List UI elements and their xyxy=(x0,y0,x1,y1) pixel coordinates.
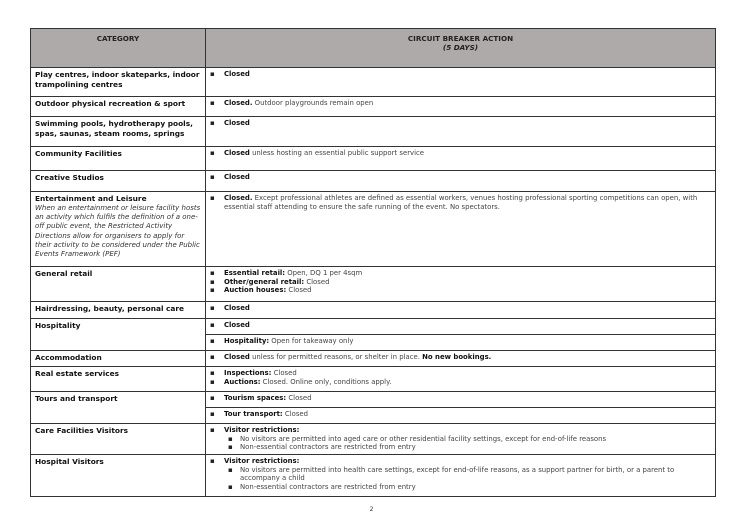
category-cell xyxy=(31,68,206,97)
action-status: Hospitality: xyxy=(224,337,270,345)
category-cell xyxy=(31,351,206,367)
action-cell xyxy=(206,117,716,147)
table-row xyxy=(31,302,716,319)
action-cell xyxy=(206,351,716,367)
action-detail: Closed xyxy=(271,369,297,377)
table-row xyxy=(31,147,716,171)
category-label: Accommodation xyxy=(35,353,102,362)
header-action-subtitle: (5 DAYS) xyxy=(442,43,479,52)
category-label: Entertainment and Leisure xyxy=(35,194,147,203)
action-bullet xyxy=(210,426,711,435)
action-cell xyxy=(206,68,716,97)
category-cell xyxy=(31,171,206,192)
table-row xyxy=(31,171,716,192)
category-cell xyxy=(31,302,206,319)
action-status: Tourism spaces: xyxy=(224,394,287,402)
table-row xyxy=(31,455,716,497)
action-status: Closed. xyxy=(224,99,253,107)
category-cell xyxy=(31,319,206,351)
action-bullet xyxy=(210,149,711,158)
action-detail: Closed xyxy=(286,394,312,402)
action-status: Closed. xyxy=(224,194,253,202)
table-row xyxy=(31,68,716,97)
action-detail: Closed xyxy=(286,286,312,295)
action-bullet xyxy=(210,394,711,403)
action-status: Closed xyxy=(224,70,250,78)
action-bullet xyxy=(210,321,711,330)
table-row xyxy=(31,367,716,392)
action-detail: Except professional athletes are defined as essential workers, venues hosting professional sporting competitions can open, with essential staff attending to ensure the safe running of the event. No spectators. xyxy=(224,194,698,211)
category-label: General retail xyxy=(35,269,93,278)
action-bullet xyxy=(210,70,711,79)
action-detail: Open for takeaway only xyxy=(269,337,354,345)
table-row xyxy=(31,267,716,302)
category-label: Real estate services xyxy=(35,369,120,378)
action-cell xyxy=(206,408,716,424)
action-bullet xyxy=(210,173,711,182)
action-cell xyxy=(206,319,716,335)
action-status: Tour transport: xyxy=(224,410,283,418)
action-status: Auctions: xyxy=(224,377,261,386)
action-cell xyxy=(206,392,716,408)
category-cell xyxy=(31,367,206,392)
header-action xyxy=(206,29,716,68)
category-label: Hospital Visitors xyxy=(35,457,104,466)
page-number: 2 xyxy=(369,506,374,513)
action-cell xyxy=(206,267,716,302)
action-cell xyxy=(206,335,716,351)
action-bullet xyxy=(210,457,711,466)
action-status: Closed xyxy=(224,173,250,181)
action-detail: unless for permitted reasons, or shelter in place. xyxy=(249,353,423,361)
category-note: When an entertainment or leisure facility hosts an activity which fulfils the definition of a one-off public event, the Restricted Activity Directions allow for organisers to apply for their activity to be considered under the Public Events Framework (PEF) xyxy=(35,204,201,259)
category-label: Swimming pools, hydrotherapy pools, spas, saunas, steam rooms, springs xyxy=(35,119,193,138)
category-cell xyxy=(31,392,206,424)
category-label: Care Facilities Visitors xyxy=(35,426,128,435)
category-label: Tours and transport xyxy=(35,394,118,403)
action-cell xyxy=(206,455,716,497)
action-status: Visitor restrictions: xyxy=(224,457,300,465)
action-bullet xyxy=(210,99,711,108)
action-status: Other/general retail: xyxy=(224,277,305,286)
action-detail: Closed. Online only, conditions apply. xyxy=(260,377,392,386)
action-status: Closed xyxy=(224,321,250,329)
sub-bullet: ▪ Non-essential contractors are restricted from entry xyxy=(210,483,711,492)
action-bullet xyxy=(210,286,711,295)
category-cell xyxy=(31,424,206,455)
action-cell xyxy=(206,367,716,392)
action-status: Essential retail: xyxy=(224,269,286,277)
category-cell xyxy=(31,192,206,267)
category-cell xyxy=(31,117,206,147)
action-bullet xyxy=(210,119,711,128)
table-row xyxy=(31,192,716,267)
category-cell xyxy=(31,147,206,171)
table-row xyxy=(31,392,716,408)
action-cell xyxy=(206,302,716,319)
action-bullet xyxy=(210,304,711,313)
category-cell xyxy=(31,267,206,302)
action-bullet xyxy=(210,278,711,287)
action-bullet xyxy=(210,369,711,378)
table-row xyxy=(31,351,716,367)
action-bullet xyxy=(210,194,711,211)
action-detail: Closed xyxy=(282,410,309,418)
action-cell xyxy=(206,97,716,117)
category-label: Outdoor physical recreation & sport xyxy=(35,99,186,108)
action-bullet xyxy=(210,269,711,278)
header-category: CATEGORY xyxy=(31,29,206,68)
action-bullet xyxy=(210,353,711,362)
action-status: Closed xyxy=(224,353,250,361)
category-label: Creative Studios xyxy=(35,173,104,182)
category-cell xyxy=(31,455,206,497)
table-body xyxy=(31,68,716,497)
action-detail: Closed xyxy=(304,277,330,286)
action-status: Inspections: xyxy=(224,369,272,377)
table-row xyxy=(31,117,716,147)
action-bullet xyxy=(210,378,711,387)
action-status: Closed xyxy=(224,119,250,127)
action-status: Auction houses: xyxy=(224,286,287,295)
action-status: Closed xyxy=(224,304,250,312)
sub-bullet: ▪ No visitors are permitted into health care settings, except for end-of-life reasons, as a support partner for birth, or a parent to accompany a child xyxy=(210,466,711,483)
sub-bullet: ▪ No visitors are permitted into aged care or other residential facility settings, except for end-of-life reasons xyxy=(210,435,711,444)
action-cell xyxy=(206,171,716,192)
action-detail: unless hosting an essential public support service xyxy=(249,149,425,157)
category-label: Hospitality xyxy=(35,321,81,330)
table-row xyxy=(31,424,716,455)
category-label: Play centres, indoor skateparks, indoor trampolining centres xyxy=(35,70,200,89)
action-cell xyxy=(206,424,716,455)
action-cell xyxy=(206,147,716,171)
action-cell xyxy=(206,192,716,267)
category-label: Community Facilities xyxy=(35,149,122,158)
category-label: Hairdressing, beauty, personal care xyxy=(35,304,185,313)
action-bullet xyxy=(210,410,711,419)
table-row xyxy=(31,319,716,335)
action-status: Visitor restrictions: xyxy=(224,426,300,434)
table-header-row xyxy=(31,29,716,68)
header-action-title: CIRCUIT BREAKER ACTION xyxy=(407,34,514,43)
action-detail: Outdoor playgrounds remain open xyxy=(252,99,374,107)
restrictions-table xyxy=(30,28,716,497)
category-cell xyxy=(31,97,206,117)
table-row xyxy=(31,97,716,117)
action-status: Closed xyxy=(224,149,250,157)
action-emphasis: No new bookings. xyxy=(422,353,492,361)
action-bullet xyxy=(210,337,711,346)
sub-bullet: ▪ Non-essential contractors are restricted from entry xyxy=(210,443,711,452)
action-detail: Open, DQ 1 per 4sqm xyxy=(285,269,363,277)
